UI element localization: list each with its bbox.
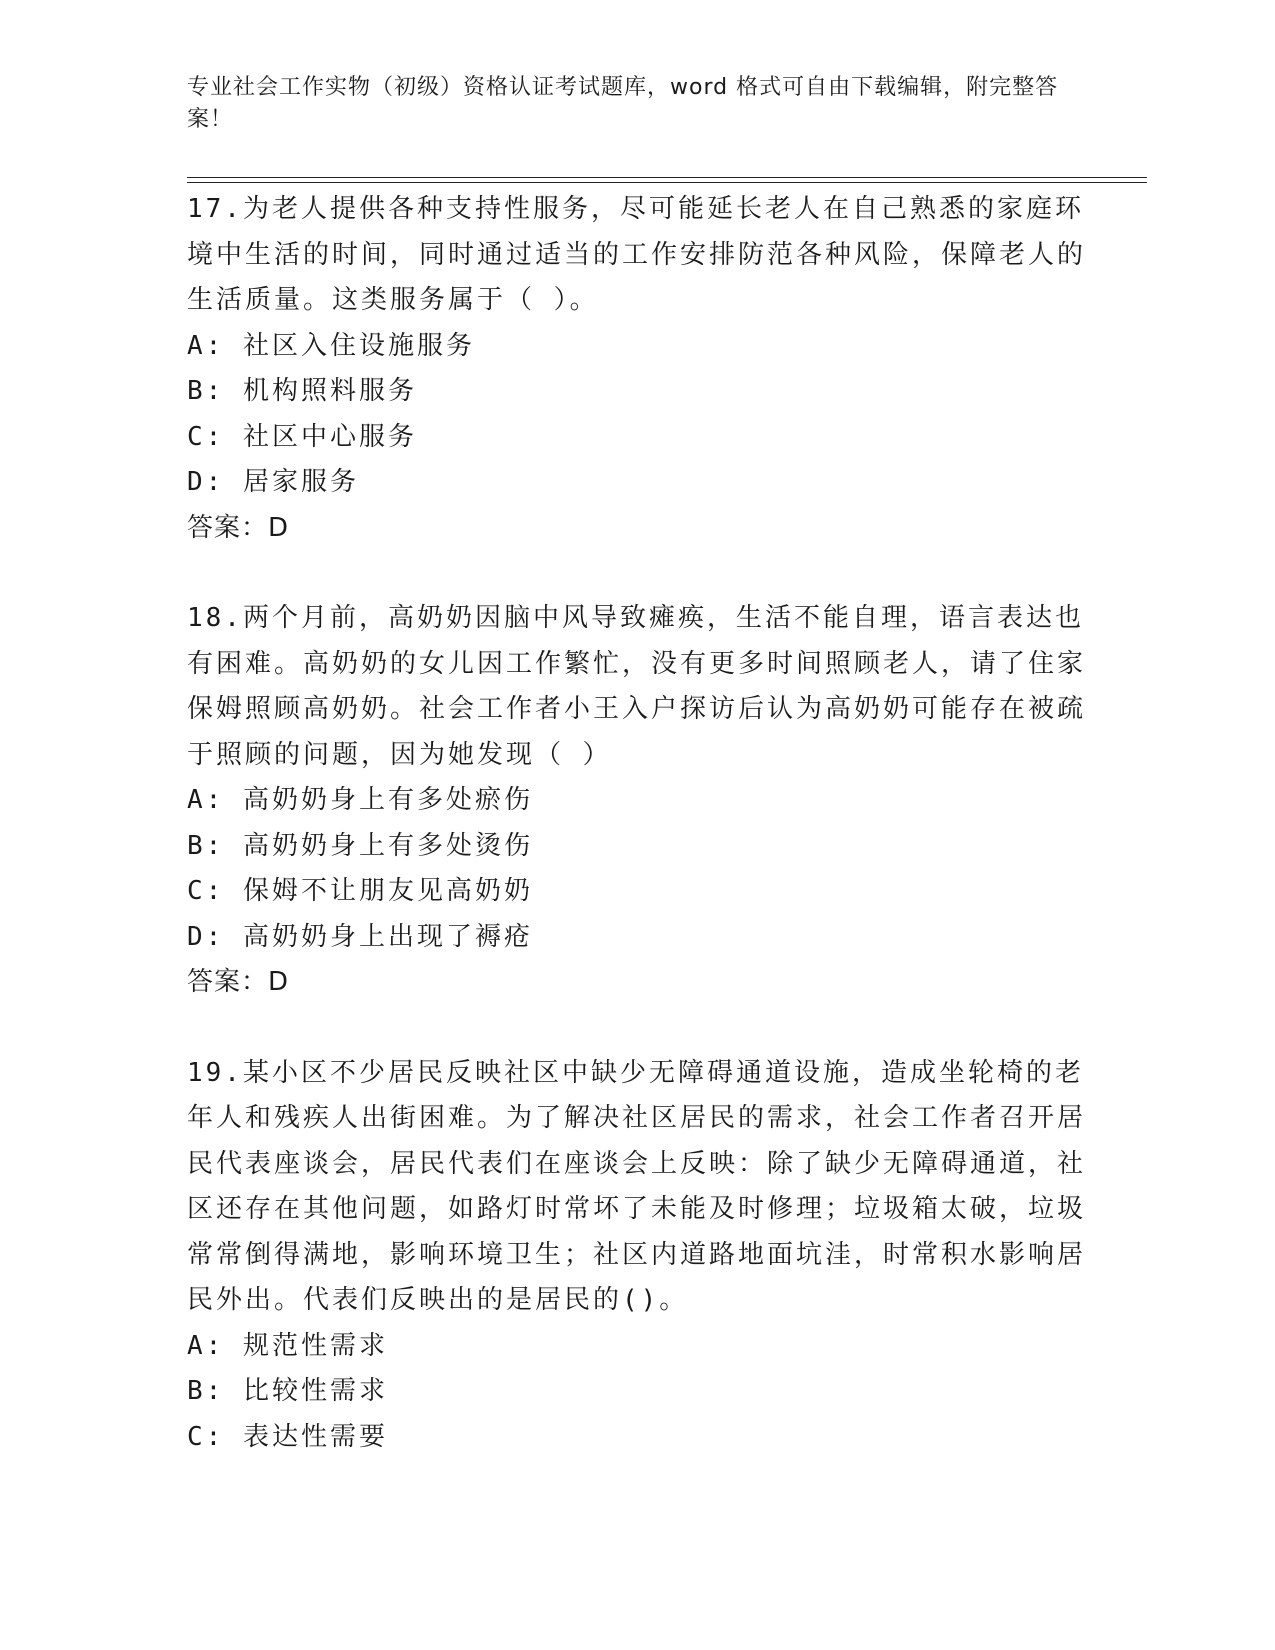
- option-b: B: 机构照料服务: [187, 376, 417, 406]
- option-a: A: 规范性需求: [187, 1330, 388, 1361]
- option-b: B: 比较性需求: [187, 1376, 388, 1406]
- option-d: D: 高奶奶身上出现了褥疮: [187, 921, 533, 952]
- option-a: A: 高奶奶身上有多处瘀伤: [187, 785, 533, 815]
- answer: 答案：D: [187, 512, 290, 543]
- answer: 答案：D: [187, 967, 290, 997]
- document-header: 专业社会工作实物（初级）资格认证考试题库，word 格式可自由下载编辑，附完整答案！: [187, 75, 1059, 132]
- question-19: [187, 1051, 1087, 1461]
- question-18: [187, 596, 1087, 1006]
- question-stem: 19.某小区不少居民反映社区中缺少无障碍通道设施，造成坐轮椅的老年人和残疾人出街困难。为了解决社区居民的需求，社会工作者召开居民代表座谈会，居民代表们在座谈会上反映：除了缺少无障碍通道，社区还存在其他问题，如路灯时常坏了未能及时修理；垃圾箱太破，垃圾常常倒得满地，影响环境卫生；社区内道路地面坑洼，时常积水影响居民外出。代表们反映出的是居民的()。: [187, 1057, 1087, 1315]
- question-list: [187, 187, 1087, 1505]
- option-c: C: 表达性需要: [187, 1421, 388, 1452]
- option-c: C: 保姆不让朋友见高奶奶: [187, 876, 533, 906]
- header-rule-top: [187, 177, 1147, 178]
- option-a: A: 社区入住设施服务: [187, 330, 475, 361]
- question-17: [187, 187, 1087, 551]
- question-stem: 18.两个月前，高奶奶因脑中风导致瘫痪，生活不能自理，语言表达也有困难。高奶奶的女儿因工作繁忙，没有更多时间照顾老人，请了住家保姆照顾高奶奶。社会工作者小王入户探访后认为高奶奶可能存在被疏于照顾的问题，因为她发现（ ）: [187, 603, 1087, 770]
- option-b: B: 高奶奶身上有多处烫伤: [187, 830, 533, 861]
- option-d: D: 居家服务: [187, 467, 359, 497]
- question-stem: 17.为老人提供各种支持性服务，尽可能延长老人在自己熟悉的家庭环境中生活的时间，同时通过适当的工作安排防范各种风险，保障老人的生活质量。这类服务属于（ ）。: [187, 194, 1087, 315]
- header-rule-bottom: [187, 182, 1147, 183]
- option-c: C: 社区中心服务: [187, 421, 417, 452]
